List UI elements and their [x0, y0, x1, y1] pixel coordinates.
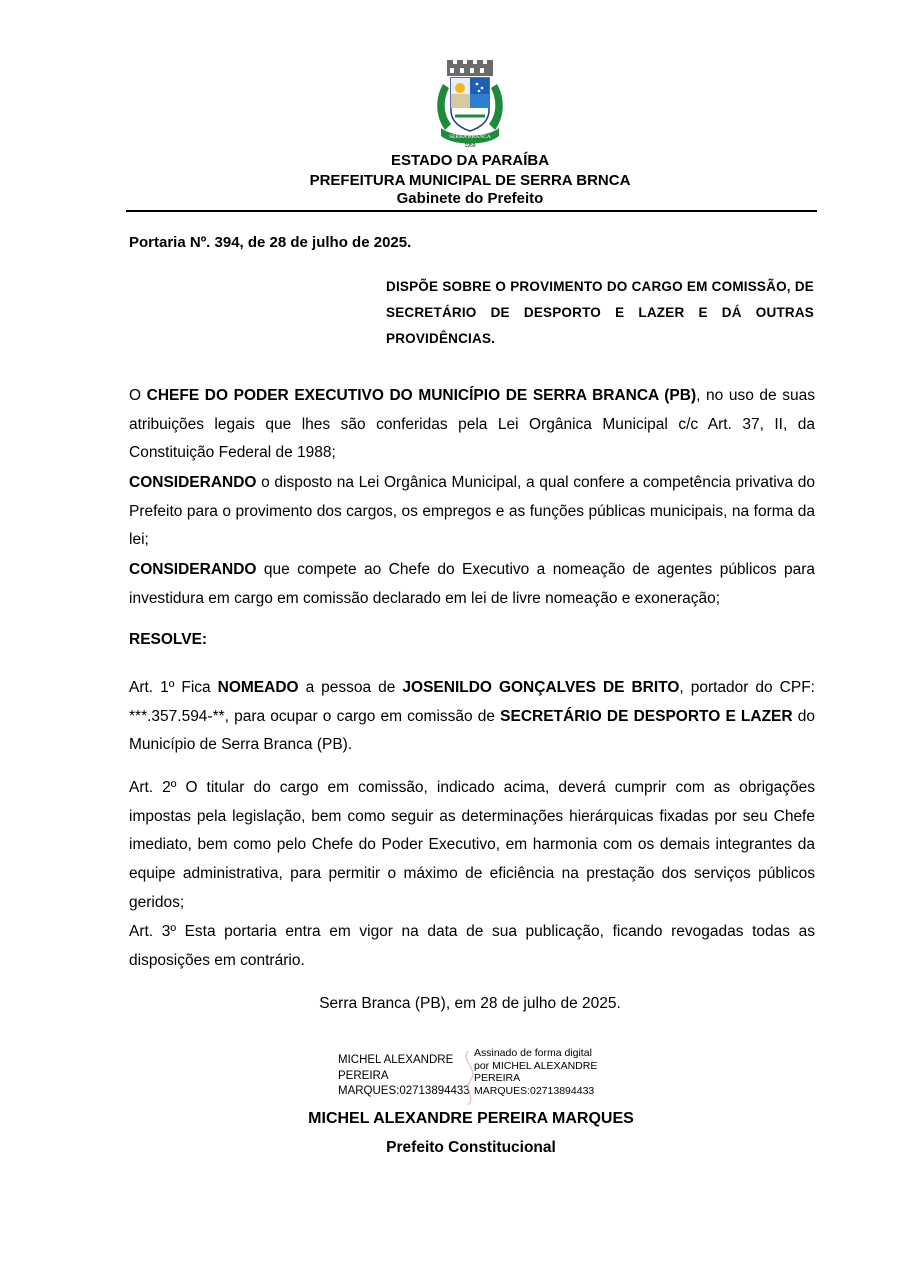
article-2: Art. 2º O titular do cargo em comissão, indicado acima, deverá cumprir com as obrigações impostas pela legislação, bem como seguir as determinações hierárquicas fixadas por seu Chefe imediato, bem como pelo Chefe do Poder Executivo, em harmonia com os demais integrantes da equipe administrativa, para permitir o máximo de eficiência na prestação dos serviços públicos geridos; [129, 779, 815, 911]
text-run: O [129, 387, 147, 404]
crest-year: 1959 [464, 143, 476, 148]
resolve-heading: RESOLVE: [129, 631, 208, 648]
ementa: DISPÕE SOBRE O PROVIMENTO DO CARGO EM COMISSÃO, DE SECRETÁRIO DE DESPORTO E LAZER E DÁ OUTRAS PROVIDÊNCIAS. [386, 279, 814, 346]
portaria-title: Portaria Nº. 394, de 28 de julho de 2025. [129, 234, 412, 251]
header-divider [126, 210, 817, 212]
sig-left-line: MARQUES:02713894433 [338, 1085, 470, 1097]
text-run: que compete ao Chefe do Executivo a nomeação de agentes públicos para investidura em cargo em comissão declarado em lei de livre nomeação e exoneração; [129, 561, 815, 607]
bold-run: CONSIDERANDO [129, 561, 257, 578]
article-1 [129, 674, 815, 760]
header-state: ESTADO DA PARAÍBA [390, 152, 550, 169]
considerando-paragraph-2 [129, 556, 815, 613]
sig-right-line: por MICHEL ALEXANDRE [474, 1059, 598, 1072]
bold-run: CONSIDERANDO [129, 474, 257, 491]
sig-right-line: PEREIRA [474, 1072, 521, 1084]
text-run: a pessoa de [298, 679, 403, 696]
text-run: Art. 1º Fica [129, 679, 218, 696]
bold-run: NOMEADO [217, 679, 299, 696]
text-run: o disposto na Lei Orgânica Municipal, a qual confere a competência privativa do Prefeito para o provimento dos cargos, os empregos e as funções públicas municipais, na forma da lei; [129, 474, 815, 549]
coat-of-arms-icon [433, 58, 507, 148]
bold-run: JOSENILDO GONÇALVES DE BRITO [402, 679, 680, 696]
signer-role: Prefeito Constitucional [386, 1139, 556, 1156]
article-3: Art. 3º Esta portaria entra em vigor na data de sua publicação, ficando revogadas todas as disposições em contrário. [129, 923, 815, 969]
text-run: , portador do CPF: ***.357.594-**, para ocupar o cargo em comissão de [129, 679, 815, 725]
text-run: do Município de Serra Branca (PB). [129, 707, 815, 754]
sig-left-line: PEREIRA [338, 1069, 389, 1082]
sig-right-line: MARQUES:02713894433 [474, 1084, 595, 1097]
crest-ribbon-text: SERRA BRANCA [449, 134, 491, 140]
sig-right-line: Assinado de forma digital [474, 1047, 592, 1059]
header-office: Gabinete do Prefeito [396, 190, 544, 207]
sig-left-line: MICHEL ALEXANDRE [338, 1054, 454, 1066]
place-date: Serra Branca (PB), em 28 de julho de 2025. [319, 995, 621, 1012]
bold-run: SECRETÁRIO DE DESPORTO E LAZER [500, 707, 793, 725]
text-run: , no uso de suas atribuições legais que lhes são conferidas pela Lei Orgânica Municipal c/c Art. 37, II, da Constituição Federal de 1988; [129, 387, 815, 462]
digital-signature-details [474, 1047, 614, 1097]
signer-name: MICHEL ALEXANDRE PEREIRA MARQUES [308, 1110, 634, 1127]
bold-run: CHEFE DO PODER EXECUTIVO DO MUNICÍPIO DE SERRA BRANCA (PB) [146, 387, 697, 404]
preamble-paragraph [129, 382, 815, 468]
header-municipality: PREFEITURA MUNICIPAL DE SERRA BRNCA [309, 172, 631, 189]
considerando-paragraph-1 [129, 469, 815, 555]
